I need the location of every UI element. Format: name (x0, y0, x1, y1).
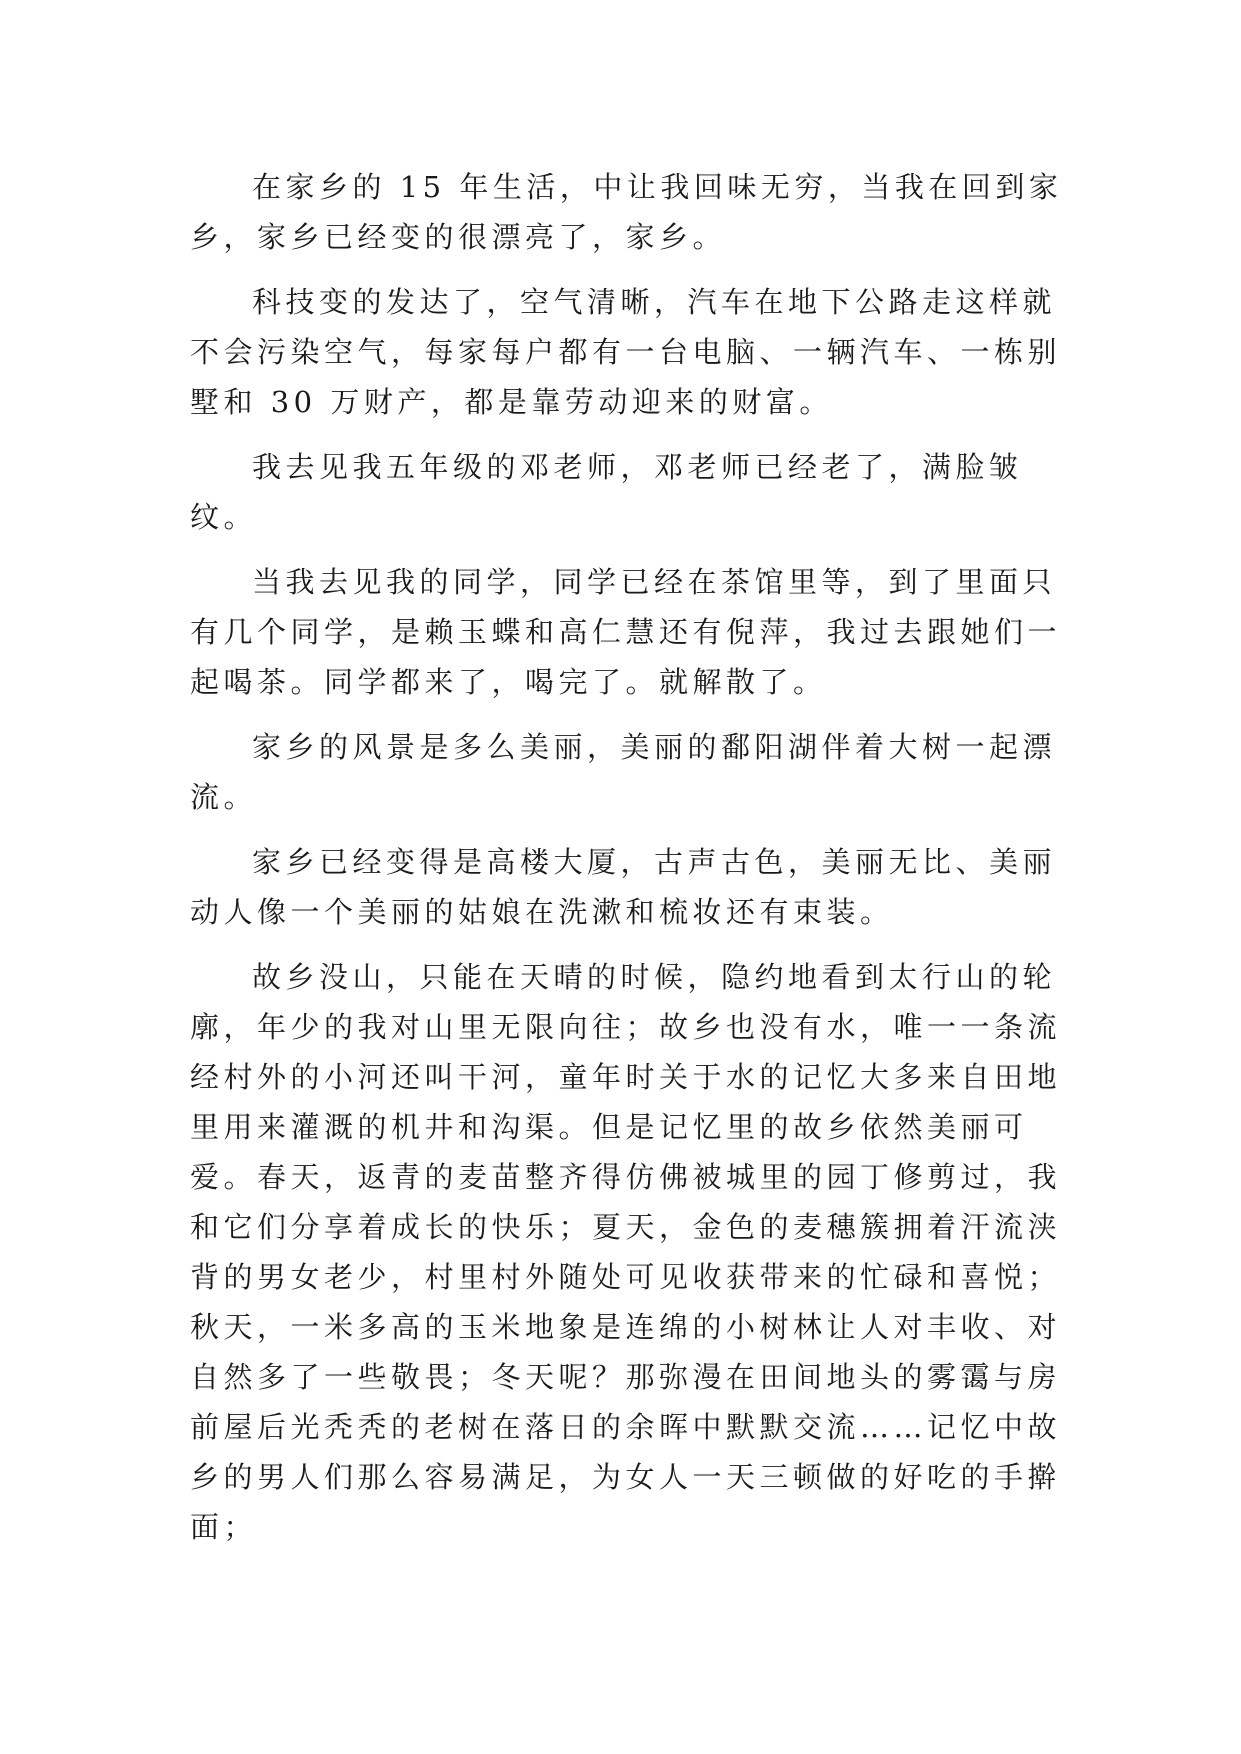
paragraph-5: 家乡的风景是多么美丽，美丽的鄱阳湖伴着大树一起漂流。 (190, 730, 1057, 814)
paragraph-6: 家乡已经变得是高楼大厦，古声古色，美丽无比、美丽动人像一个美丽的姑娘在洗漱和梳妆还有束装。 (190, 845, 1057, 929)
paragraph-1: 在家乡的 15 年生活，中让我回味无穷，当我在回到家乡，家乡已经变的很漂亮了，家乡。 (190, 170, 1063, 254)
paragraph-7: 故乡没山，只能在天晴的时候，隐约地看到太行山的轮廓，年少的我对山里无限向往；故乡也没有水，唯一一条流经村外的小河还叫干河，童年时关于水的记忆大多来自田地里用来灌溉的机井和沟渠。但是记忆里的故乡依然美丽可爱。春天，返青的麦苗整齐得仿佛被城里的园丁修剪过，我和它们分享着成长的快乐；夏天，金色的麦穗簇拥着汗流浃背的男女老少，村里村外随处可见收获带来的忙碌和喜悦；秋天，一米多高的玉米地象是连绵的小树林让人对丰收、对自然多了一些敬畏；冬天呢？那弥漫在田间地头的雾霭与房前屋后光秃秃的老树在落日的余晖中默默交流……记忆中故乡的男人们那么容易满足，为女人一天三顿做的好吃的手擀面； (190, 960, 1062, 1544)
paragraph-4: 当我去见我的同学，同学已经在茶馆里等，到了里面只有几个同学，是赖玉蝶和高仁慧还有倪萍，我过去跟她们一起喝茶。同学都来了，喝完了。就解散了。 (190, 565, 1062, 699)
paragraph-2: 科技变的发达了，空气清晰，汽车在地下公路走这样就不会污染空气，每家每户都有一台电脑、一辆汽车、一栋别墅和 30 万财产，都是靠劳动迎来的财富。 (190, 285, 1062, 419)
paragraph-3: 我去见我五年级的邓老师，邓老师已经老了，满脸皱纹。 (190, 450, 1023, 534)
essay-body (190, 162, 1070, 1552)
